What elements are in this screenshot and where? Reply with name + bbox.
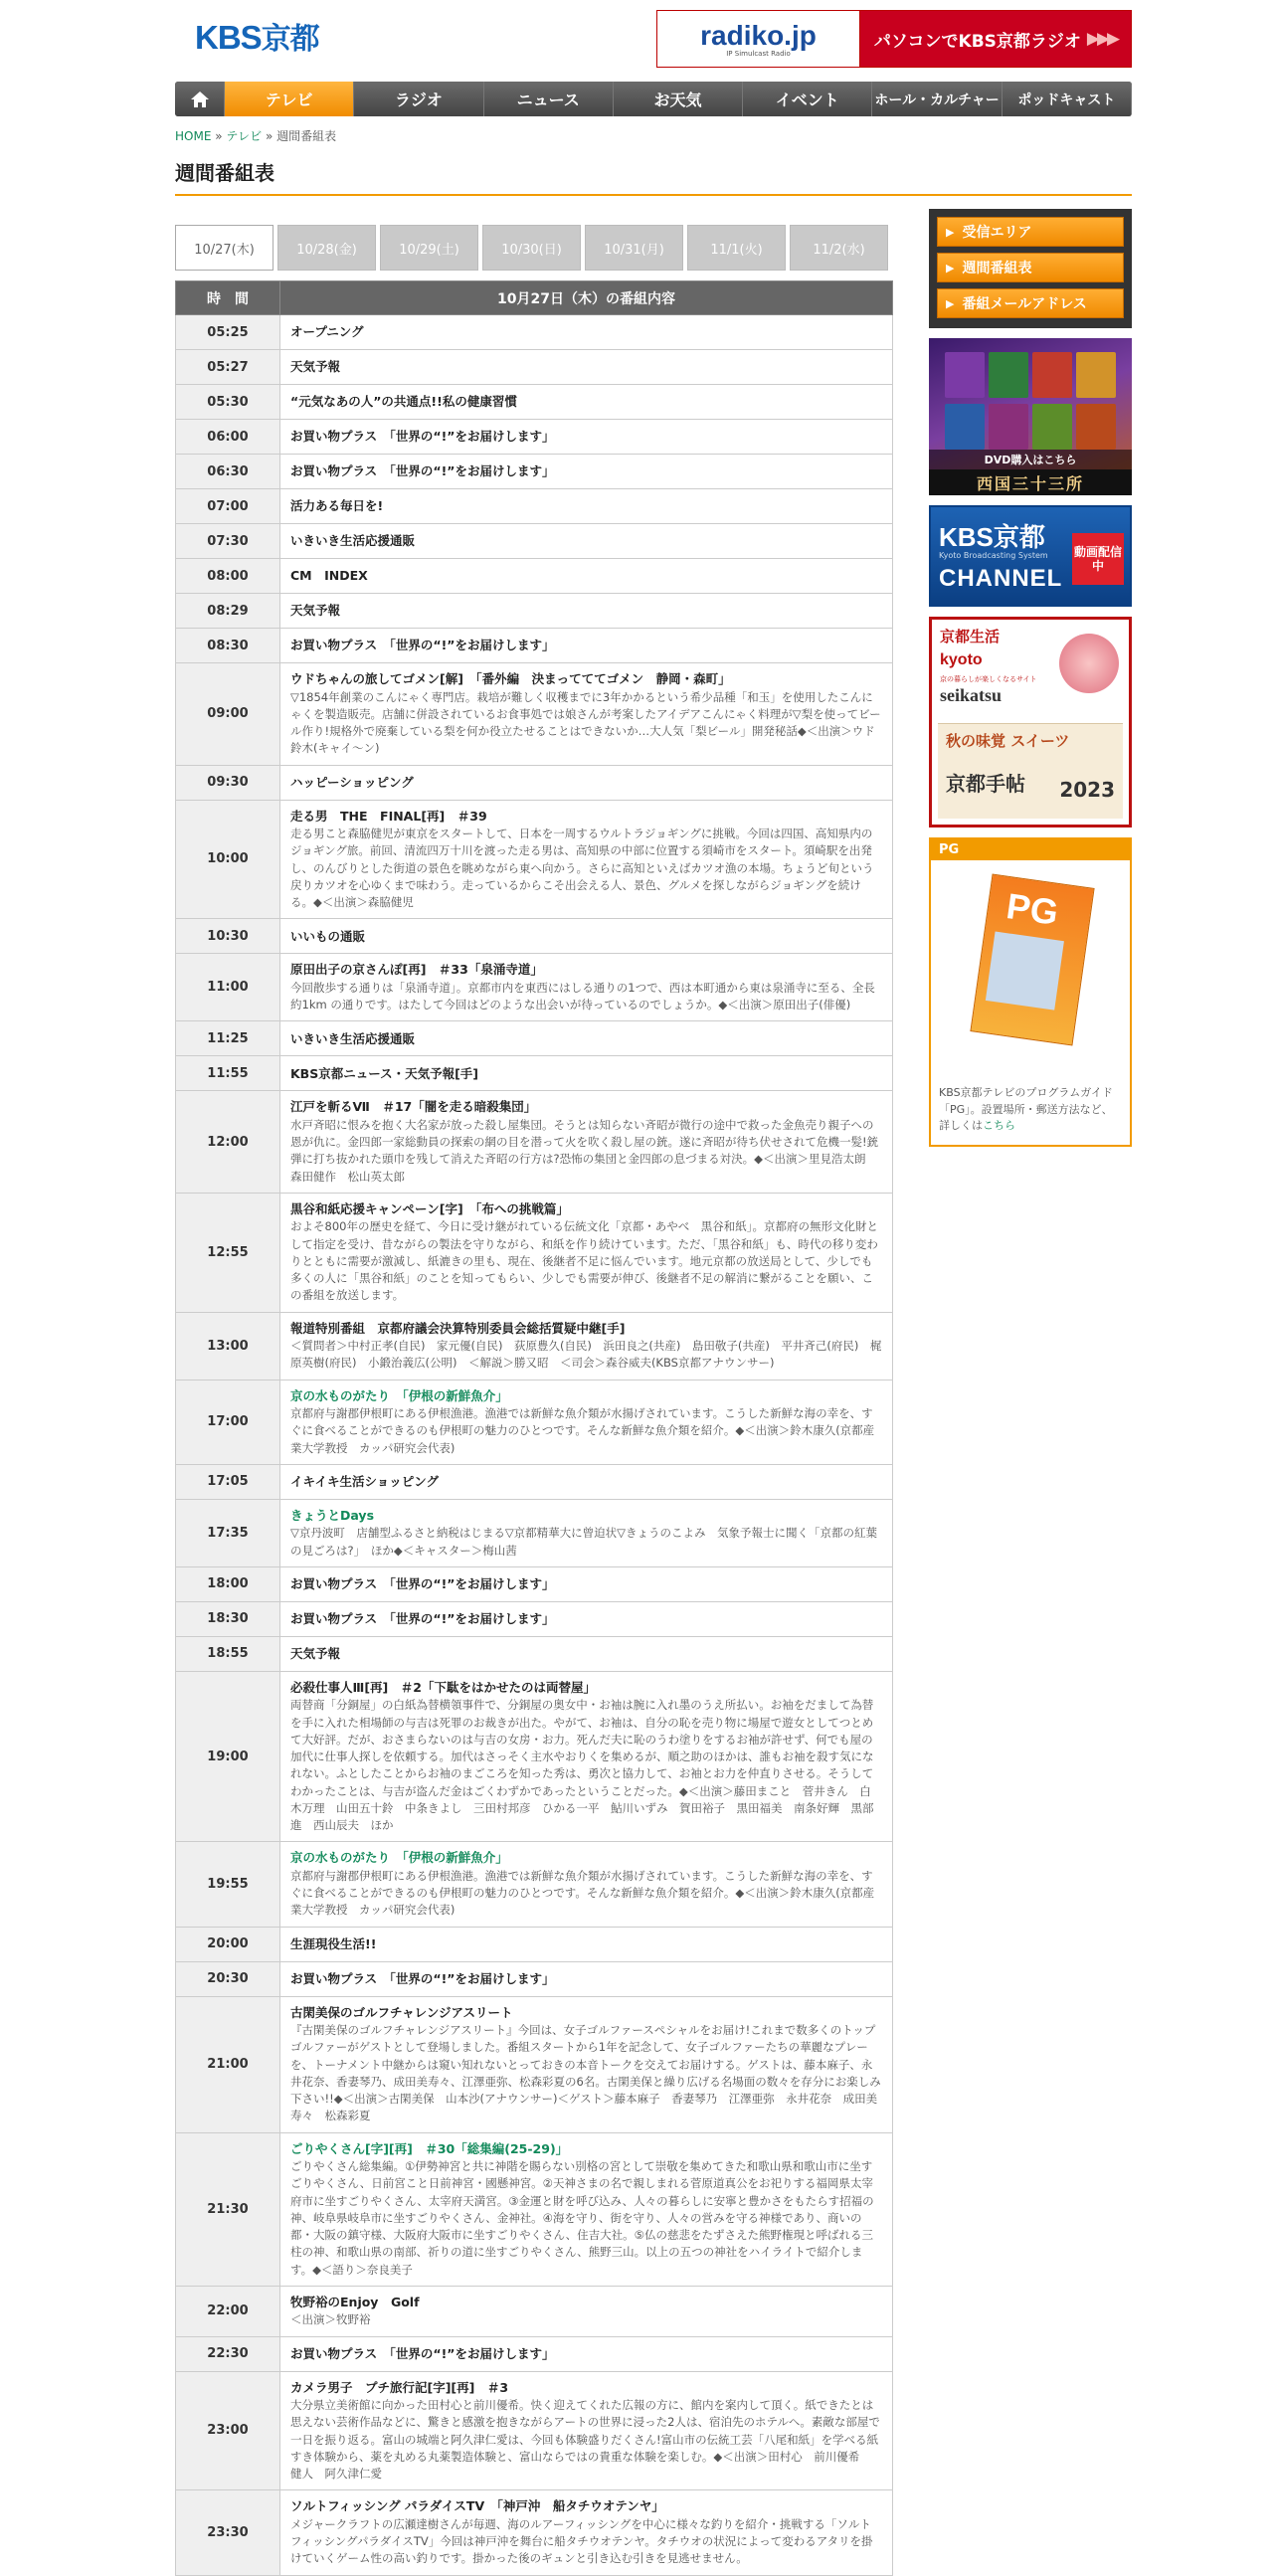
radiko-subtitle: IP Simulcast Radio xyxy=(726,50,791,58)
program-time: 08:00 xyxy=(176,559,280,594)
program-time: 22:00 xyxy=(176,2286,280,2336)
program-title: 江戸を斬るⅦ ＃17「闇を走る暗殺集団」 xyxy=(290,1099,537,1115)
program-title: ハッピーショッピング xyxy=(290,774,414,790)
sidebar-item-reception-area[interactable] xyxy=(937,217,1124,247)
sidebar-item-program-email[interactable] xyxy=(937,288,1124,318)
program-time: 07:30 xyxy=(176,524,280,559)
sidebar-item-label: 受信エリア xyxy=(962,225,1032,241)
program-cell xyxy=(280,420,893,455)
program-time: 23:30 xyxy=(176,2490,280,2575)
table-row xyxy=(176,800,893,919)
ks-techo: 京都手帖 xyxy=(946,772,1025,796)
program-title: お買い物プラス 「世界の“!”をお届けします」 xyxy=(290,2345,555,2361)
program-time: 09:00 xyxy=(176,663,280,766)
program-description: ▽京丹波町 店舗型ふるさと納税はじまる▽京都精華大に曾迫状▽きょうのこよみ 気象予報士に聞く「京都の紅葉の見ごろは?」 ほか◆＜キャスター＞梅山茜 xyxy=(290,1526,878,1558)
table-row xyxy=(176,1996,893,2132)
program-description: メジャークラフトの広瀬達樹さんが毎週、海のルアーフィッシングを中心に様々な釣りを紹介・挑戦する「ソルトフィッシングパラダイスTV」今回は神戸沖を舞台に船タチウオテンヤ。タチウオの状況によって変わるアタリを掛けていくゲーム性の高い釣りです。掛かった後のギュンと引き込む引きを見逃せません。 xyxy=(290,2516,873,2566)
table-row xyxy=(176,594,893,629)
program-title: 原田出子の京さんぽ[再] ＃33「泉涌寺道」 xyxy=(290,962,543,978)
column-header-content: 10月27日（木）の番組内容 xyxy=(280,281,893,315)
table-row xyxy=(176,1021,893,1056)
program-title: “元気なあの人”の共通点!!私の健康習慣 xyxy=(290,394,517,410)
program-title[interactable]: ごりやくさん[字][再] ＃30「総集編(25-29)」 xyxy=(290,2140,569,2156)
table-row xyxy=(176,1312,893,1380)
sidebar xyxy=(929,209,1132,1147)
nav-podcast[interactable]: ポッドキャスト xyxy=(1003,82,1132,116)
program-cell xyxy=(280,455,893,489)
program-title: 必殺仕事人Ⅲ[再] ＃2「下駄をはかせたのは両替屋」 xyxy=(290,1679,596,1695)
program-cell xyxy=(280,2336,893,2371)
program-cell xyxy=(280,489,893,524)
program-cell xyxy=(280,800,893,919)
schedule-table xyxy=(175,280,893,2576)
program-title: 活力ある毎日を! xyxy=(290,498,384,514)
program-cell xyxy=(280,1842,893,1927)
table-row xyxy=(176,919,893,954)
program-title: 天気予報 xyxy=(290,359,341,375)
tab-date[interactable]: 10/29(土) xyxy=(380,225,478,271)
program-cell xyxy=(280,594,893,629)
channel-name: CHANNEL xyxy=(939,565,1063,592)
program-time: 20:00 xyxy=(176,1927,280,1961)
program-cell xyxy=(280,1056,893,1091)
table-row xyxy=(176,1636,893,1671)
program-cell xyxy=(280,350,893,385)
program-time: 06:00 xyxy=(176,420,280,455)
nav-home[interactable] xyxy=(175,82,225,116)
program-cell xyxy=(280,765,893,800)
pg-logo: PG xyxy=(1003,885,1061,933)
program-cell xyxy=(280,2490,893,2575)
program-time: 22:30 xyxy=(176,2336,280,2371)
program-title: カメラ男子 プチ旅行記[字][再] ＃3 xyxy=(290,2379,509,2395)
video-badge: 動画配信中 xyxy=(1072,533,1124,585)
program-cell xyxy=(280,1927,893,1961)
table-row xyxy=(176,1193,893,1312)
program-description: ごりやくさん総集編。①伊勢神宮と共に神階を賜らない別格の宮として崇敬を集めてきた和歌山県和歌山市に坐す ごりやくさん、日前宮こと日前神宮・國懸神宮。②天神さまの名で親しまれる菅原道真公をお祀りする福岡県太宰府市に坐すごりやくさん、太宰府天満宮。③金運と財を呼び込み、人々の暮らしに安寧と豊かさをもたらす招福の神、岐阜県岐阜市に坐すごりやくさん、金神社。④海を守り、街を守り、人々の営みを守る神様であり、商いの都・大阪の鎮守様、大阪府大阪市に坐すごりやくさん、住吉大社。⑤仏の慈悲をたずさえた熊野権現と呼ばれる三柱の神、和歌山県の南部、祈りの道に坐すごりやくさん、熊野三山。以上の五つの神社をハイライトで紹介します。◆＜語り＞奈良美子 xyxy=(290,2159,884,2277)
tab-date[interactable]: 10/27(木) xyxy=(175,225,274,271)
table-row xyxy=(176,1056,893,1091)
program-title: イキイキ生活ショッピング xyxy=(290,1474,440,1489)
program-cell xyxy=(280,1380,893,1464)
program-title: 黒谷和紙応援キャンペーン[字] 「布への挑戦篇」 xyxy=(290,1200,569,1216)
site-header xyxy=(175,0,1132,78)
schedule-body xyxy=(176,315,893,2576)
program-title: 報道特別番組 京都府議会決算特別委員会総括質疑中継[手] xyxy=(290,1320,626,1336)
arrow-right-icon: ▶ xyxy=(946,296,955,310)
program-cell xyxy=(280,1671,893,1842)
sidebar-item-weekly-schedule[interactable] xyxy=(937,253,1124,282)
program-description: ＜出演＞牧野裕 xyxy=(290,2312,371,2327)
radiko-text: パソコンでKBS京都ラジオ xyxy=(873,31,1081,52)
program-time: 21:00 xyxy=(176,1996,280,2132)
program-cell xyxy=(280,1566,893,1601)
breadcrumb-separator: » xyxy=(266,129,274,143)
program-title: お買い物プラス 「世界の“!”をお届けします」 xyxy=(290,638,555,653)
main-nav xyxy=(175,82,1132,116)
program-time: 19:55 xyxy=(176,1842,280,1927)
program-title: 天気予報 xyxy=(290,603,341,619)
program-cell xyxy=(280,1601,893,1636)
program-description: 大分県立美術館に向かった田村心と前川優希。快く迎えてくれた広報の方に、館内を案内して頂く。紙できたとは思えない芸術作品などに、驚きと感激を抱きながらアートの世界に浸った2人は、宿泊先のホテルへ。素敵な部屋で一日を振り返る。富山の城端と阿久津仁愛は、今回も体験盛りだくさん!富山市の伝統工芸「八尾和紙」を学べる紙すき体験から、薬を丸める丸薬製造体験と、富山ならではの貴重な体験を楽しむ。◆＜出演＞田村心 前川優希 健人 阿久津仁愛 xyxy=(290,2398,880,2481)
program-time: 11:00 xyxy=(176,954,280,1021)
program-time: 17:00 xyxy=(176,1380,280,1464)
table-row xyxy=(176,629,893,663)
program-description: ▽1854年創業のこんにゃく専門店。栽培が難しく収穫までに3年かかるという希少品種「和玉」を使用したこんにゃくを製造販売。店舗に併設されているお食事処では娘さんが考案したアイデアこんにゃく料理が▽梨を使ってビール作り!規格外で廃棄している梨を何か役立たせることはできないか…大人気「梨ビール」開発秘話◆＜出演＞ウド鈴木(キャイ～ン) xyxy=(290,689,881,756)
program-time: 20:30 xyxy=(176,1961,280,1996)
tab-date[interactable]: 11/2(水) xyxy=(790,225,888,271)
ks-year: 2023 xyxy=(1059,778,1115,802)
program-title: ウドちゃんの旅してゴメン[解] 「番外編 決まってててゴメン 静岡・森町」 xyxy=(290,671,731,686)
tab-date[interactable]: 10/31(月) xyxy=(585,225,683,271)
program-title: お買い物プラス 「世界の“!”をお届けします」 xyxy=(290,1611,555,1626)
dvd-boxes-image xyxy=(943,352,1118,452)
program-title: お買い物プラス 「世界の“!”をお届けします」 xyxy=(290,463,555,479)
program-cell xyxy=(280,2286,893,2336)
channel-subtitle: Kyoto Broadcasting System xyxy=(939,551,1048,560)
program-title[interactable]: 京の水ものがたり 「伊根の新鮮魚介」 xyxy=(290,1387,508,1403)
dvd-label: DVD購入はこちら xyxy=(929,450,1132,469)
program-cell xyxy=(280,385,893,420)
channel-logo: KBS京都 xyxy=(939,522,1045,552)
pg-header: PG xyxy=(931,839,1130,860)
program-cell xyxy=(280,524,893,559)
breadcrumb-separator: » xyxy=(215,129,223,143)
program-time: 11:55 xyxy=(176,1056,280,1091)
program-cell xyxy=(280,1961,893,1996)
dvd-banner[interactable] xyxy=(929,338,1132,495)
program-cell xyxy=(280,629,893,663)
table-row xyxy=(176,663,893,766)
program-title[interactable]: 京の水ものがたり 「伊根の新鮮魚介」 xyxy=(290,1850,508,1866)
program-time: 17:05 xyxy=(176,1464,280,1499)
program-description: 両替商「分銅屋」の白紙為替横領事件で、分銅屋の奥女中・お袖は腕に入れ墨のうえ所払い。お袖をだまして為替を手に入れた相場師の与吉は死罪のお裁きが出た。やがて、お袖は、自分の恥を売り物に場屋で遊女としてつとめて大好評。だが、おさまらないのは与吉の女房・お力。死んだ夫に恥のうわ塗りをするお袖が許せず、何でも屋の加代に仕事人探しを依頼する。加代はさっそく主水やおりくを集めるが、順之助のほかは、誰もお袖を殺す気になれない。ふとしたことからお袖のまごころを知った秀は、勇次と協力して、お袖とお力を仲直りさせる。そうしてわかったことは、与吉が盗んだ金はごくわずかであったということだった。◆＜出演＞藤田まこと 菅井きん 白木万理 山田五十鈴 中条きよし 三田村邦彦 ひかる一平 鮎川いずみ 賀田裕子 黒田福美 南条好輝 黒部進 西山辰夫 ほか xyxy=(290,1698,874,1832)
breadcrumb-home-link[interactable]: HOME xyxy=(175,129,212,143)
program-time: 10:30 xyxy=(176,919,280,954)
program-cell xyxy=(280,559,893,594)
program-title: いきいき生活応援通販 xyxy=(290,533,416,549)
table-header-row xyxy=(176,281,893,315)
program-cell xyxy=(280,2371,893,2490)
ks-small: 京の暮らしが楽しくなるサイト xyxy=(940,675,1037,683)
table-row xyxy=(176,1091,893,1194)
program-description: 今回散歩する通りは「泉涌寺道」。京都市内を東西にはしる通りの1つで、西は本町通から東は泉涌寺に至る、全長約1km の通りです。はたして今回はどのような出会いが待っているのでしょうか。◆＜出演＞原田出子(俳優) xyxy=(290,980,875,1012)
ks-title: 京都生活 xyxy=(940,628,1001,645)
program-title: 古閑美保のゴルフチャレンジアスリート xyxy=(290,2004,513,2020)
table-row xyxy=(176,315,893,350)
page-wrapper xyxy=(175,0,1132,2566)
table-row xyxy=(176,2490,893,2575)
program-cell xyxy=(280,1193,893,1312)
program-title: CM INDEX xyxy=(290,568,368,584)
table-row xyxy=(176,954,893,1021)
program-description: 『古閑美保のゴルフチャレンジアスリート』今回は、女子ゴルファースペシャルをお届け!これまで数多くのトップゴルファーがゲストとして登場しました。番組スタートから1年を記念して、女子ゴルファーたちの華麗なプレーを、トーナメント中継からは窺い知れないとっておきの本音トークを交えてお届けする。ゲストは、藤本麻子、永井花奈、香妻琴乃、成田美寿々、江澤亜弥、松森彩夏の6名。古閑美保と繰り広げる名場面の数々を存分にお楽しみ下さい!!◆＜出演＞古閑美保 山本沙(アナウンサー)＜ゲスト＞藤本麻子 香妻琴乃 江澤亜弥 永井花奈 成田美寿々 松森彩夏 xyxy=(290,2023,881,2123)
arrow-right-icon: ▶ xyxy=(946,225,955,239)
program-title: 走る男 THE FINAL[再] ＃39 xyxy=(290,808,487,824)
pg-magazine-image[interactable] xyxy=(931,860,1130,1079)
radiko-logo-block xyxy=(657,11,860,67)
program-cell xyxy=(280,1091,893,1194)
program-time: 06:30 xyxy=(176,455,280,489)
table-row xyxy=(176,385,893,420)
program-title: KBS京都ニュース・天気予報[手] xyxy=(290,1065,479,1081)
program-cell xyxy=(280,954,893,1021)
program-time: 08:30 xyxy=(176,629,280,663)
table-row xyxy=(176,524,893,559)
program-cell xyxy=(280,919,893,954)
program-time: 05:27 xyxy=(176,350,280,385)
pg-box xyxy=(929,837,1132,1147)
pg-description xyxy=(931,1079,1130,1145)
breadcrumb-current: 週間番組表 xyxy=(276,129,337,143)
table-row xyxy=(176,1842,893,1927)
radiko-banner[interactable] xyxy=(656,10,1132,68)
ks-autumn-sweets: 秋の味覚 スイーツ xyxy=(946,732,1070,750)
program-time: 18:00 xyxy=(176,1566,280,1601)
radiko-logo: radiko.jp xyxy=(700,20,817,51)
pg-photo xyxy=(986,932,1064,1011)
breadcrumb xyxy=(175,127,336,144)
radiko-text-block xyxy=(860,11,1131,67)
table-row xyxy=(176,2132,893,2286)
program-time: 18:30 xyxy=(176,1601,280,1636)
dvd-name: 西国三十三所 xyxy=(929,469,1132,495)
program-cell xyxy=(280,1499,893,1566)
program-time: 11:25 xyxy=(176,1021,280,1056)
program-description: ＜質問者＞中村正孝(自民) 家元優(自民) 荻原豊久(自民) 浜田良之(共産) 島田敬子(共産) 平井斉己(府民) 梶原英樹(府民) 小鍛治義広(公明) ＜解説＞勝又昭 ＜司会＞森谷威夫(KBS京都アナウンサー) xyxy=(290,1339,882,1371)
logo-kyoto: 京都 xyxy=(261,22,319,57)
program-time: 21:30 xyxy=(176,2132,280,2286)
program-time: 17:35 xyxy=(176,1499,280,1566)
home-icon xyxy=(190,91,210,108)
table-row xyxy=(176,559,893,594)
program-description: 走る男こと森脇健児が東京をスタートして、日本を一周するウルトラジョギングに挑戦。今回は四国、高知県内のジョギング旅。前回、清流四万十川を渡った走る男は、高知県の中部に位置する須崎市をスタート。須崎駅を出発し、のんびりとした街道の景色を眺めながら東へ向かう。さらに高知といえばカツオ漁の本場。ちょうど旬という戻りカツオを心ゆくまで味わう。走っているからこそ出会える人、景色、グルメを探しながらジョギングを続ける。◆＜出演＞森脇健児 xyxy=(290,827,874,909)
tab-date[interactable]: 10/28(金) xyxy=(277,225,376,271)
nav-hall-culture[interactable]: ホール・カルチャー xyxy=(872,82,1002,116)
pg-text: KBS京都テレビのプログラムガイド「PG」。設置場所・郵送方法など、詳しくは xyxy=(939,1086,1113,1132)
program-description: 京都府与謝郡伊根町にある伊根漁港。漁港では新鮮な魚介類が水揚げされています。こうした新鮮な海の幸を、すぐに食べることができるのも伊根町の魅力のひとつです。そんな新鮮な魚介類を紹介。◆＜出演＞鈴木康久(京都産業大学教授 カッパ研究会代表) xyxy=(290,1406,875,1455)
program-title: お買い物プラス 「世界の“!”をお届けします」 xyxy=(290,1970,555,1986)
table-row xyxy=(176,2371,893,2490)
table-row xyxy=(176,455,893,489)
column-header-time: 時 間 xyxy=(176,281,280,315)
table-row xyxy=(176,1464,893,1499)
kyoto-seikatsu-banner[interactable] xyxy=(929,617,1132,828)
program-title: いきいき生活応援通販 xyxy=(290,1030,416,1046)
table-row xyxy=(176,765,893,800)
logo-kbs: KBS xyxy=(195,19,262,56)
program-title: いいもの通販 xyxy=(290,928,366,944)
pg-link[interactable]: こちら xyxy=(983,1119,1015,1132)
program-description: 水戸斉昭に恨みを抱く大名家が放った殺し屋集団。そうとは知らない斉昭が微行の途中で救った金魚売り親子への恩が仇に。金四郎一家総動員の探索の網の目を潜って火を吹く殺し屋の銃。遂に斉昭が待ち伏せされて危機一髪!銃弾に打ち抜かれた頭巾を残して消えた斉昭の行方は?恐怖の集団と金四郎の息づまる対決。◆＜出演＞里見浩太朗 森田健作 松山英太郎 xyxy=(290,1117,879,1184)
table-row xyxy=(176,1927,893,1961)
program-cell xyxy=(280,315,893,350)
sidebar-menu xyxy=(929,209,1132,328)
tab-date[interactable]: 10/30(日) xyxy=(482,225,581,271)
ks-kyoto: kyoto xyxy=(940,651,983,668)
program-time: 09:30 xyxy=(176,765,280,800)
ks-seikatsu: seikatsu xyxy=(940,685,1003,705)
program-cell xyxy=(280,1312,893,1380)
program-title: お買い物プラス 「世界の“!”をお届けします」 xyxy=(290,1576,555,1591)
page-title: 週間番組表 xyxy=(175,157,1132,196)
flower-icon xyxy=(1059,634,1119,693)
program-title: ソルトフィッシング パラダイスTV 「神戸沖 船タチウオテンヤ」 xyxy=(290,2498,664,2514)
program-time: 18:55 xyxy=(176,1636,280,1671)
table-row xyxy=(176,1961,893,1996)
program-time: 10:00 xyxy=(176,800,280,919)
program-time: 07:00 xyxy=(176,489,280,524)
program-time: 12:55 xyxy=(176,1193,280,1312)
table-row xyxy=(176,2336,893,2371)
table-row xyxy=(176,1380,893,1464)
program-cell xyxy=(280,2132,893,2286)
program-time: 05:25 xyxy=(176,315,280,350)
program-time: 08:29 xyxy=(176,594,280,629)
date-tabs xyxy=(175,225,893,271)
sidebar-item-label: 週間番組表 xyxy=(962,261,1032,276)
pg-magazine xyxy=(970,874,1094,1046)
program-cell xyxy=(280,663,893,766)
program-description: 京都府与謝郡伊根町にある伊根漁港。漁港では新鮮な魚介類が水揚げされています。こうした新鮮な海の幸を、すぐに食べることができるのも伊根町の魅力のひとつです。そんな新鮮な魚介類を紹介。◆＜出演＞鈴木康久(京都産業大学教授 カッパ研究会代表) xyxy=(290,1868,875,1918)
nav-event[interactable]: イベント xyxy=(743,82,872,116)
nav-radio[interactable]: ラジオ xyxy=(354,82,483,116)
table-row xyxy=(176,1499,893,1566)
program-time: 23:00 xyxy=(176,2371,280,2490)
table-row xyxy=(176,350,893,385)
program-time: 12:00 xyxy=(176,1091,280,1194)
table-row xyxy=(176,1671,893,1842)
program-description: およそ800年の歴史を経て、今日に受け継がれている伝統文化「京都・あやべ 黒谷和紙」。京都府の無形文化財として指定を受け、昔ながらの製法を守りながら、和紙を作り続けています。ただ、「黒谷和紙」も、時代の移り変わりとともに需要が激減し、紙漉きの里も、現在、後継者不足に悩んでいます。地元京都の放送局として、少しでも多くの人に「黒谷和紙」のことを知ってもらい、少しでも需要が伸び、後継者不足の解消に繋がることを願い、この番組を放送します。 xyxy=(290,1219,878,1303)
nav-news[interactable]: ニュース xyxy=(484,82,614,116)
program-time: 05:30 xyxy=(176,385,280,420)
nav-tv[interactable]: テレビ xyxy=(225,82,354,116)
program-title: お買い物プラス 「世界の“!”をお届けします」 xyxy=(290,429,555,445)
program-time: 19:00 xyxy=(176,1671,280,1842)
table-row xyxy=(176,1566,893,1601)
program-cell xyxy=(280,1464,893,1499)
table-row xyxy=(176,489,893,524)
arrow-right-icon: ▶ xyxy=(946,261,955,275)
arrow-right-icon: ▶▶▶ xyxy=(1086,29,1118,49)
tab-date[interactable]: 11/1(火) xyxy=(687,225,786,271)
nav-weather[interactable]: お天気 xyxy=(614,82,743,116)
ks-sweets-panel xyxy=(938,723,1123,819)
program-cell xyxy=(280,1021,893,1056)
sidebar-item-label: 番組メールアドレス xyxy=(962,296,1087,312)
breadcrumb-tv-link[interactable]: テレビ xyxy=(226,129,263,143)
program-cell xyxy=(280,1996,893,2132)
table-row xyxy=(176,420,893,455)
program-title[interactable]: きょうとDays xyxy=(290,1507,375,1523)
kbs-channel-banner[interactable] xyxy=(929,505,1132,607)
program-title: 生涯現役生活!! xyxy=(290,1935,377,1951)
program-time: 13:00 xyxy=(176,1312,280,1380)
table-row xyxy=(176,1601,893,1636)
table-row xyxy=(176,2286,893,2336)
program-cell xyxy=(280,1636,893,1671)
kbs-kyoto-logo[interactable] xyxy=(195,14,319,58)
program-title: 天気予報 xyxy=(290,1646,341,1661)
program-title: オープニング xyxy=(290,324,364,340)
program-title: 牧野裕のEnjoy Golf xyxy=(290,2294,420,2309)
